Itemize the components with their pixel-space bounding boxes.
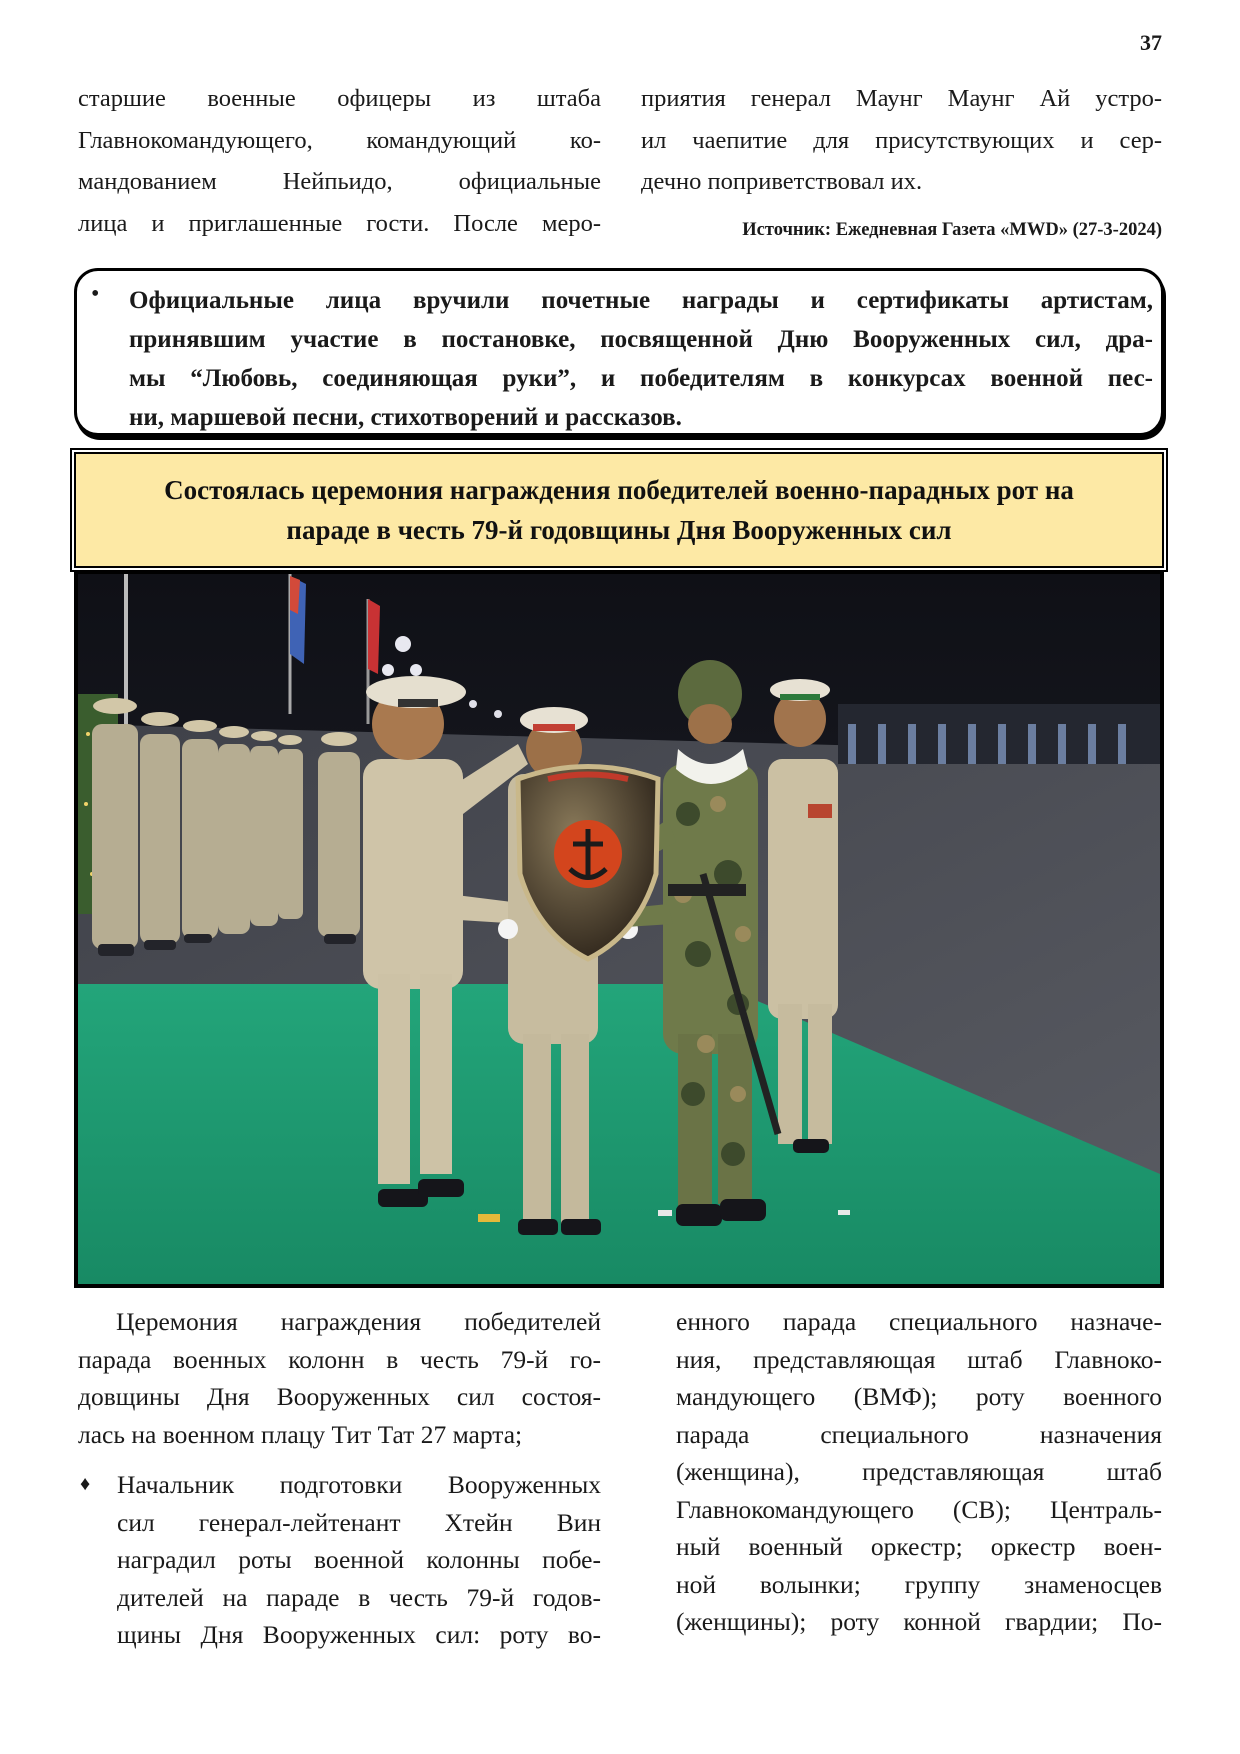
headline-line: параде в честь 79-й годовщины Дня Вооруженных сил: [286, 515, 952, 545]
text-line: старшие военные офицеры из штаба: [78, 85, 601, 112]
text-line: ния, представляющая штаб Главноко-: [676, 1344, 1162, 1374]
text-line: Официальные лица вручили почетные награды и сертификаты артистам,: [129, 287, 1153, 314]
text-line: мандующего (ВМФ); роту военного: [676, 1382, 1162, 1411]
text-line: лица и приглашенные гости. После меро-: [78, 209, 601, 237]
text-line-content: Церемония награждения победителей: [116, 1307, 601, 1336]
text-line: ный военный оркестр; оркестр воен-: [676, 1532, 1162, 1561]
article-headline: [74, 452, 1164, 568]
bottom-article-left-column: [78, 1303, 601, 1654]
text-line: мандованием Нейпьидо, официальные: [78, 168, 601, 195]
text-line: парада специального назначения: [676, 1419, 1162, 1449]
bottom-article-right-column: [676, 1303, 1162, 1641]
text-line: наградил роты военной колонны побе-: [117, 1545, 601, 1574]
text-line: (женщина), представляющая штаб: [676, 1457, 1162, 1486]
text-line: (женщины); роту конной гвардии; По-: [676, 1607, 1162, 1636]
text-line: Главнокомандующего (СВ); Централь-: [676, 1494, 1162, 1524]
text-line: енного парада специального назначе-: [676, 1307, 1162, 1336]
bullet-text: [117, 1466, 601, 1654]
text-line: сил генерал-лейтенант Хтейн Вин: [117, 1507, 601, 1537]
text-line: щины Дня Вооруженных сил: роту во-: [117, 1620, 601, 1649]
text-line: мы “Любовь, соединяющая руки”, и победителям в конкурсах военной пес-: [129, 365, 1153, 392]
text-line: приятия генерал Маунг Маунг Ай устро-: [641, 85, 1162, 112]
top-article-right-column: [641, 78, 1162, 203]
source-citation: Источник: Ежедневная Газета «MWD» (27-3-2024): [742, 220, 1162, 240]
text-line: довщины Дня Вооруженных сил состоя-: [78, 1382, 601, 1411]
text-line: дителей на параде в честь 79-й годов-: [117, 1582, 601, 1612]
headline-line: Состоялась церемония награждения победителей военно-парадных рот на: [164, 475, 1074, 505]
page-number: 37: [1140, 30, 1162, 55]
ceremony-photo-illustration: [78, 574, 1160, 1284]
text-line: лась на военном плацу Тит Тат 27 марта;: [78, 1419, 523, 1449]
top-article-left-column: [78, 78, 601, 244]
text-line: ни, маршевой песни, стихотворений и рассказов.: [129, 404, 682, 431]
award-bullet-item: [78, 1466, 601, 1654]
text-line: ил чаепитие для присутствующих и сер-: [641, 126, 1162, 154]
highlight-text: [129, 281, 1153, 437]
diamond-bullet-icon: ♦: [80, 1473, 91, 1495]
text-line: ной волынки; группу знаменосцев: [676, 1569, 1162, 1599]
bullet-icon: •: [91, 281, 100, 307]
text-line: парада военных колонн в честь 79-й го-: [78, 1344, 601, 1374]
highlight-box: [74, 268, 1164, 436]
text-line: дечно поприветствовал их.: [641, 168, 923, 195]
text-line: принявшим участие в постановке, посвященной Дню Вооруженных сил, дра-: [129, 326, 1153, 353]
paragraph-gap: [78, 1453, 601, 1466]
text-line: Начальник подготовки Вооруженных: [117, 1470, 601, 1499]
ceremony-photo: [74, 570, 1164, 1288]
text-line: Главнокомандующего, командующий ко-: [78, 126, 601, 154]
text-line: [78, 1303, 601, 1341]
